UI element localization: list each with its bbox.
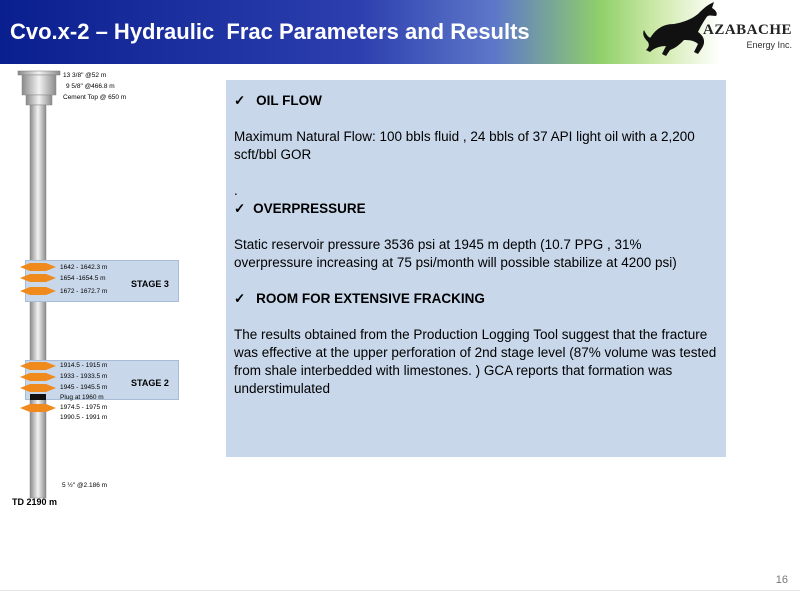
casing1-label: 13 3/8" @52 m [63,72,107,79]
total-depth-label: TD 2190 m [12,497,58,507]
plug-label: Plug at 1960 m [60,394,104,401]
stage3-perf-2: 1654 -1654.5 m [60,275,106,282]
stage2-perf-3: 1945 - 1945.5 m [60,384,108,391]
overpressure-heading [234,200,720,218]
logo-subtitle: Energy Inc. [746,40,792,50]
stage3-perf-3: 1672 - 1672.7 m [60,288,108,295]
results-panel [226,80,726,457]
cement-top-label: Cement Top @ 650 m [63,94,127,101]
overpressure-text: Static reservoir pressure 3536 psi at 1945 m depth (10.7 PPG , 31% overpressure increasing at 75 psi/month will possible stabilize at 4200 psi) [234,237,677,270]
fracking-title: ROOM FOR EXTENSIVE FRACKING [256,291,485,306]
oil-flow-text: Maximum Natural Flow: 100 bbls fluid , 24 bbls of 37 API light oil with a 2,200 scft/bbl GOR [234,129,695,162]
results-text [234,92,720,398]
logo-name: AZABACHE [702,22,792,38]
fracking-text: The results obtained from the Production Logging Tool suggest that the fracture was effective at the upper perforation of 2nd stage level (87% volume was tested from shale interbedded with limestones. ) GCA reports that formation was understimulated [234,327,717,396]
stage2-perf-2: 1933 - 1933.5 m [60,373,108,380]
separator-dot: . [234,183,238,198]
stage2-perf-1: 1914.5 - 1915 m [60,362,108,369]
stage3-label: STAGE 3 [131,279,169,289]
slide-title: Cvo.x-2 – Hydraulic Frac Parameters and Results [10,19,530,44]
stage2-label: STAGE 2 [131,378,169,388]
lower-perf-1: 1974.5 - 1975 m [60,404,108,411]
oil-flow-title: OIL FLOW [256,93,322,108]
overpressure-title: OVERPRESSURE [253,201,366,216]
check-icon: ✓ [234,201,246,216]
casing3-label: 5 ½" @2.186 m [62,482,108,489]
lower-perf-2: 1990.5 - 1991 m [60,414,108,421]
fracking-heading [234,290,720,308]
stage3-perf-1: 1642 - 1642.3 m [60,264,108,271]
check-icon: ✓ [234,93,246,108]
plug-marker [30,394,46,400]
frac-markers [0,64,230,524]
page-number: 16 [775,574,788,586]
casing2-label: 9 5/8" @466.8 m [66,83,115,90]
wellbore-diagram [0,64,230,524]
check-icon: ✓ [234,291,246,306]
company-logo [640,0,800,60]
header-bar [0,0,800,64]
oil-flow-heading [234,92,720,110]
footer-divider [0,590,800,591]
